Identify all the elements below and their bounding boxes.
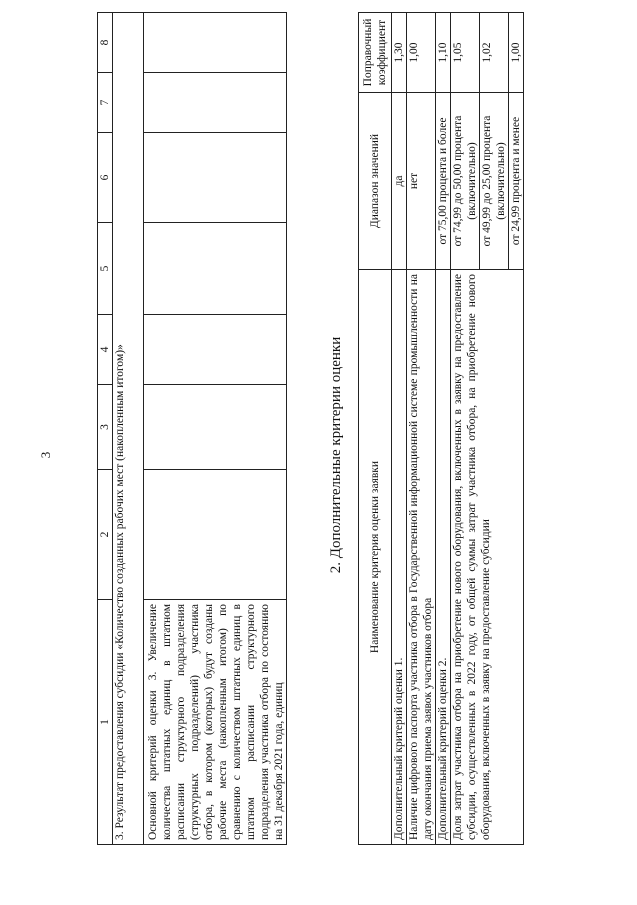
header-criterion-name: Наименование критерия оценки заявки (359, 270, 392, 845)
criterion-1-title: Дополнительный критерий оценки 1. (392, 270, 407, 845)
coefficient-value: 1,00 (509, 13, 524, 93)
page-number: 3 (38, 451, 53, 459)
col-number: 6 (98, 133, 113, 223)
empty-cell (144, 470, 287, 600)
criterion-1-text-row (407, 13, 436, 845)
criterion-1-title-row (392, 13, 407, 845)
coefficient-value: 1,10 (436, 13, 451, 93)
header-range: Диапазон значений (359, 93, 392, 270)
header-row (359, 13, 392, 845)
col-number: 8 (98, 13, 113, 73)
coefficient-value: 1,02 (480, 13, 509, 93)
empty-cell (144, 13, 287, 73)
empty-cell (144, 223, 287, 315)
empty-cell (144, 385, 287, 470)
criterion-row (144, 13, 287, 845)
criterion-1-text: Наличие цифрового паспорта участника отбора в Государственной информационной системе промышленности на дату окончания приема заявок участников отбора (407, 270, 436, 845)
range-value: от 74,99 до 50,00 процента (включительно) (451, 93, 480, 270)
empty-cell (144, 315, 287, 385)
col-number: 1 (98, 600, 113, 845)
col-number: 2 (98, 470, 113, 600)
section-title: 2. Дополнительные критерии оценки (328, 336, 344, 574)
coefficient-value: 1,00 (407, 13, 436, 93)
range-value: нет (407, 93, 436, 270)
result-section-heading: 3. Результат предоставления субсидии «Количество созданных рабочих мест (накопленным итогом)» (113, 13, 144, 845)
empty-cell (144, 133, 287, 223)
criterion-2-text-row (451, 13, 480, 845)
indicators-table-continuation (97, 12, 287, 845)
range-value: от 24,99 процента и менее (509, 93, 524, 270)
criterion-3-text: Основной критерий оценки 3. Увеличение количества штатных единиц в штатном расписании структурного подразделения (структурных подразделений) участника отбора, в котором (которых) будут созданы рабочие места (накопленным итогом) по сравнению с количеством штатных единиц в штатном расписании структурного подразделения участника отбора по состоянию на 31 декабря 2021 года, единиц (144, 600, 287, 845)
header-coefficient: Поправочный коэффициент (359, 13, 392, 93)
coefficient-value: 1,05 (451, 13, 480, 93)
column-numbers-row (98, 13, 113, 845)
empty-cell (144, 73, 287, 133)
criterion-2-title: Дополнительный критерий оценки 2. (436, 270, 451, 845)
additional-criteria-table (358, 12, 524, 845)
col-number: 3 (98, 385, 113, 470)
range-value: от 49,99 до 25,00 процента (включительно) (480, 93, 509, 270)
result-section-row (113, 13, 144, 845)
range-value: да (392, 93, 407, 270)
coefficient-value: 1,30 (392, 13, 407, 93)
col-number: 4 (98, 315, 113, 385)
col-number: 7 (98, 73, 113, 133)
col-number: 5 (98, 223, 113, 315)
criterion-2-title-row (436, 13, 451, 845)
range-value: от 75,00 процента и более (436, 93, 451, 270)
criterion-2-text: Доля затрат участника отбора на приобретение нового оборудования, включенных в заявку на предоставление субсидии, осуществленных в 2022 году, от общей суммы затрат участника отбора, на приобретение нового оборудования, включенных в заявку на предоставление субсидии (451, 270, 524, 845)
